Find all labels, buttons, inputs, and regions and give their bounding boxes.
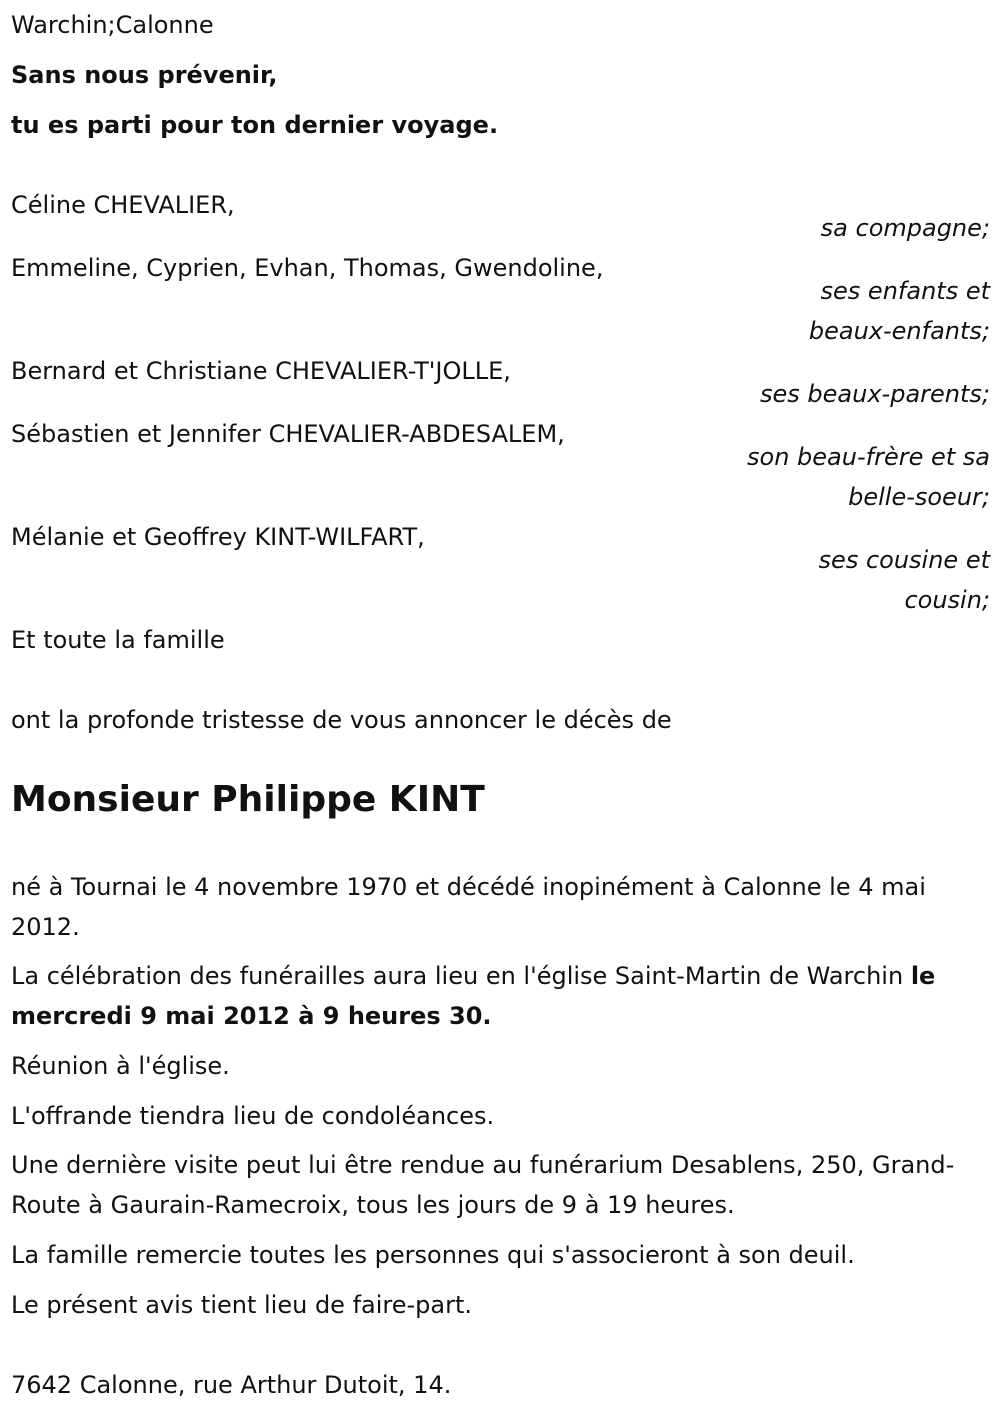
funeral-date: le mercredi 9 mai 2012 à 9 heures 30. — [11, 962, 936, 1030]
announcement: ont la profonde tristesse de vous annoncer le décès de — [11, 706, 672, 734]
family-role-3-line-1: ses beaux-parents; — [760, 380, 990, 408]
family-role-5-line-1: ses cousine et — [818, 546, 990, 574]
family-role-4-line-2: belle-soeur; — [848, 483, 990, 511]
visit-paragraph: Une dernière visite peut lui être rendue au funérarium Desablens, 250, Grand-Route à Gaurain-Ramecroix, tous les jours de 9 à 19 heures. — [11, 1151, 955, 1219]
address-line: 7642 Calonne, rue Arthur Dutoit, 14. — [11, 1371, 452, 1399]
notice-paragraph: Le présent avis tient lieu de faire-part. — [11, 1291, 473, 1319]
meeting-paragraph: Réunion à l'église. — [11, 1052, 230, 1080]
location-line: Warchin;Calonne — [11, 11, 214, 39]
family-role-4-line-1: son beau-frère et sa — [747, 443, 990, 471]
family-role-2 — [809, 271, 990, 351]
family-closing: Et toute la famille — [11, 626, 225, 654]
family-role-2-line-2: beaux-enfants; — [808, 317, 990, 345]
funeral-paragraph — [11, 956, 986, 1036]
family-role-5-line-2: cousin; — [904, 586, 990, 614]
deceased-name: Monsieur Philippe KINT — [11, 779, 485, 820]
family-role-1 — [821, 208, 990, 248]
family-role-3 — [760, 374, 990, 414]
family-role-2-line-1: ses enfants et — [820, 277, 990, 305]
birth-death-paragraph: né à Tournai le 4 novembre 1970 et décédé inopinément à Calonne le 4 mai 2012. — [11, 873, 926, 941]
funeral-text: La célébration des funérailles aura lieu en l'église Saint-Martin de Warchin — [11, 962, 911, 990]
family-names-2: Emmeline, Cyprien, Evhan, Thomas, Gwendoline, — [11, 254, 604, 282]
thanks-paragraph: La famille remercie toutes les personnes qui s'associeront à son deuil. — [11, 1241, 855, 1269]
family-names-3: Bernard et Christiane CHEVALIER-T'JOLLE, — [11, 357, 511, 385]
offering-paragraph: L'offrande tiendra lieu de condoléances. — [11, 1102, 495, 1130]
family-names-4: Sébastien et Jennifer CHEVALIER-ABDESALEM, — [11, 420, 565, 448]
family-role-1-line-1: sa compagne; — [820, 214, 990, 242]
family-names-1: Céline CHEVALIER, — [11, 191, 235, 219]
family-names-5: Mélanie et Geoffrey KINT-WILFART, — [11, 523, 425, 551]
family-role-5 — [819, 540, 990, 620]
family-role-4 — [747, 437, 990, 517]
verse-line-2: tu es parti pour ton dernier voyage. — [11, 111, 499, 139]
verse-line-1: Sans nous prévenir, — [11, 61, 278, 89]
